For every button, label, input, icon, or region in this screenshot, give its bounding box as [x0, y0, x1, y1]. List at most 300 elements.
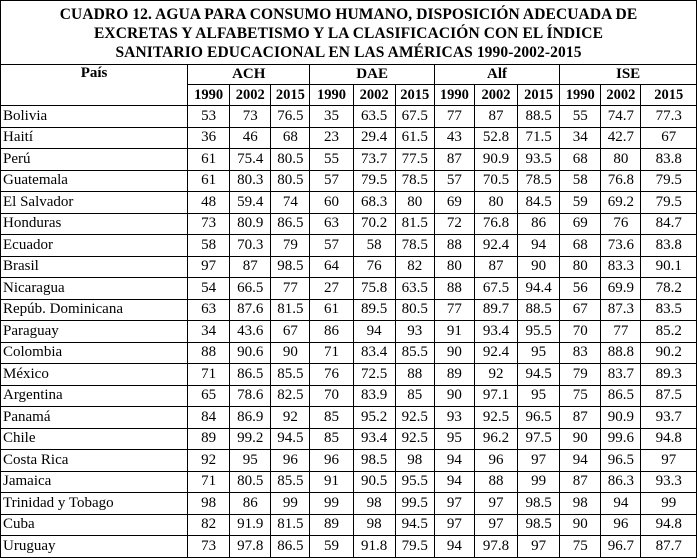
value-cell: 90.6 [230, 342, 271, 364]
value-cell: 35 [310, 106, 353, 128]
value-cell: 99.5 [395, 493, 434, 515]
value-cell: 94 [560, 450, 601, 472]
value-cell: 93.4 [474, 321, 517, 343]
country-cell: Trinidad y Tobago [1, 493, 188, 515]
country-cell: Chile [1, 428, 188, 450]
country-cell: Honduras [1, 213, 188, 235]
table-row [1, 514, 697, 536]
value-cell: 84 [188, 407, 230, 429]
value-cell: 92.5 [395, 428, 434, 450]
value-cell: 78.2 [641, 278, 697, 300]
table-row [1, 149, 697, 171]
value-cell: 80 [560, 256, 601, 278]
value-cell: 67 [271, 321, 310, 343]
country-cell: Argentina [1, 385, 188, 407]
value-cell: 67.5 [395, 106, 434, 128]
value-cell: 97.5 [518, 428, 560, 450]
value-cell: 98 [395, 450, 434, 472]
value-cell: 88.8 [601, 342, 641, 364]
value-cell: 85.2 [641, 321, 697, 343]
value-cell: 98 [560, 493, 601, 515]
value-cell: 79 [560, 364, 601, 386]
value-cell: 69.2 [601, 192, 641, 214]
value-cell: 83.7 [601, 364, 641, 386]
value-cell: 79.5 [641, 192, 697, 214]
value-cell: 87.7 [641, 536, 697, 558]
year-header: 2015 [395, 85, 434, 106]
table-row [1, 235, 697, 257]
value-cell: 79.5 [641, 170, 697, 192]
value-cell: 94 [518, 235, 560, 257]
value-cell: 95 [230, 450, 271, 472]
value-cell: 68.3 [353, 192, 395, 214]
value-cell: 70.5 [474, 170, 517, 192]
value-cell: 70 [560, 321, 601, 343]
value-cell: 80.3 [230, 170, 271, 192]
group-header-ach: ACH [188, 65, 310, 85]
value-cell: 83.5 [641, 299, 697, 321]
value-cell: 97 [434, 493, 474, 515]
country-cell: Panamá [1, 407, 188, 429]
value-cell: 98 [353, 493, 395, 515]
value-cell: 42.7 [601, 127, 641, 149]
value-cell: 82 [395, 256, 434, 278]
country-cell: Guatemala [1, 170, 188, 192]
value-cell: 75 [560, 536, 601, 558]
value-cell: 90 [434, 342, 474, 364]
value-cell: 87 [474, 106, 517, 128]
table-row [1, 321, 697, 343]
value-cell: 55 [310, 149, 353, 171]
year-header: 1990 [188, 85, 230, 106]
value-cell: 87 [434, 149, 474, 171]
value-cell: 69.9 [601, 278, 641, 300]
value-cell: 64 [310, 256, 353, 278]
value-cell: 97 [188, 256, 230, 278]
value-cell: 87.5 [641, 385, 697, 407]
value-cell: 80 [474, 192, 517, 214]
value-cell: 23 [310, 127, 353, 149]
value-cell: 94.8 [641, 514, 697, 536]
value-cell: 77 [434, 299, 474, 321]
value-cell: 97.1 [474, 385, 517, 407]
value-cell: 86.3 [601, 471, 641, 493]
table-row [1, 385, 697, 407]
value-cell: 91.8 [353, 536, 395, 558]
value-cell: 83 [560, 342, 601, 364]
value-cell: 91.9 [230, 514, 271, 536]
value-cell: 95.5 [518, 321, 560, 343]
value-cell: 96.2 [474, 428, 517, 450]
value-cell: 56 [560, 278, 601, 300]
table-row [1, 450, 697, 472]
country-cell: Perú [1, 149, 188, 171]
value-cell: 97 [518, 536, 560, 558]
value-cell: 99 [271, 493, 310, 515]
value-cell: 48 [188, 192, 230, 214]
value-cell: 94.8 [641, 428, 697, 450]
value-cell: 83.3 [601, 256, 641, 278]
value-cell: 78.5 [518, 170, 560, 192]
value-cell: 97 [474, 493, 517, 515]
value-cell: 97.8 [474, 536, 517, 558]
value-cell: 76 [601, 213, 641, 235]
value-cell: 54 [188, 278, 230, 300]
value-cell: 95 [518, 385, 560, 407]
table-row [1, 342, 697, 364]
table-row [1, 256, 697, 278]
value-cell: 74 [271, 192, 310, 214]
value-cell: 80 [601, 149, 641, 171]
value-cell: 90 [560, 428, 601, 450]
value-cell: 78.5 [395, 170, 434, 192]
value-cell: 94 [353, 321, 395, 343]
value-cell: 96.5 [518, 407, 560, 429]
value-cell: 77.5 [395, 149, 434, 171]
value-cell: 94 [434, 471, 474, 493]
group-header-alf: Alf [434, 65, 559, 85]
value-cell: 91 [310, 471, 353, 493]
value-cell: 72 [434, 213, 474, 235]
value-cell: 75 [560, 385, 601, 407]
value-cell: 83.9 [353, 385, 395, 407]
value-cell: 94.4 [518, 278, 560, 300]
value-cell: 97 [434, 514, 474, 536]
value-cell: 85.5 [271, 471, 310, 493]
table-row [1, 106, 697, 128]
value-cell: 93.3 [641, 471, 697, 493]
value-cell: 95.5 [395, 471, 434, 493]
value-cell: 88 [395, 364, 434, 386]
table-row [1, 192, 697, 214]
value-cell: 93.4 [353, 428, 395, 450]
value-cell: 96.5 [601, 450, 641, 472]
value-cell: 94.5 [395, 514, 434, 536]
value-cell: 86.5 [601, 385, 641, 407]
year-header: 2015 [271, 85, 310, 106]
value-cell: 67.5 [474, 278, 517, 300]
value-cell: 73.6 [601, 235, 641, 257]
value-cell: 94 [434, 536, 474, 558]
value-cell: 78.6 [230, 385, 271, 407]
group-header-dae: DAE [310, 65, 434, 85]
value-cell: 63 [310, 213, 353, 235]
value-cell: 96.7 [601, 536, 641, 558]
value-cell: 43.6 [230, 321, 271, 343]
value-cell: 76 [310, 364, 353, 386]
value-cell: 75.8 [353, 278, 395, 300]
value-cell: 76 [353, 256, 395, 278]
country-cell: Uruguay [1, 536, 188, 558]
value-cell: 95.2 [353, 407, 395, 429]
value-cell: 89.7 [474, 299, 517, 321]
value-cell: 73 [188, 536, 230, 558]
value-cell: 85 [310, 428, 353, 450]
value-cell: 93.7 [641, 407, 697, 429]
value-cell: 81.5 [271, 299, 310, 321]
value-cell: 90.9 [601, 407, 641, 429]
value-cell: 87 [474, 256, 517, 278]
value-cell: 61 [188, 170, 230, 192]
value-cell: 66.5 [230, 278, 271, 300]
value-cell: 83.8 [641, 235, 697, 257]
value-cell: 81.5 [271, 514, 310, 536]
value-cell: 86.9 [230, 407, 271, 429]
value-cell: 46 [230, 127, 271, 149]
table-row [1, 364, 697, 386]
value-cell: 92 [271, 407, 310, 429]
value-cell: 71.5 [518, 127, 560, 149]
value-cell: 86.5 [230, 364, 271, 386]
value-cell: 86 [518, 213, 560, 235]
value-cell: 96 [601, 514, 641, 536]
value-cell: 88 [188, 342, 230, 364]
value-cell: 43 [434, 127, 474, 149]
year-header: 2002 [230, 85, 271, 106]
value-cell: 61 [310, 299, 353, 321]
table-row [1, 278, 697, 300]
value-cell: 98.5 [518, 514, 560, 536]
value-cell: 93 [395, 321, 434, 343]
year-header: 1990 [310, 85, 353, 106]
value-cell: 89 [310, 514, 353, 536]
year-header: 2002 [353, 85, 395, 106]
value-cell: 92 [188, 450, 230, 472]
value-cell: 61 [188, 149, 230, 171]
value-cell: 55 [560, 106, 601, 128]
value-cell: 76.8 [474, 213, 517, 235]
data-table [0, 64, 697, 558]
value-cell: 80.5 [271, 149, 310, 171]
value-cell: 88 [434, 235, 474, 257]
country-cell: Haití [1, 127, 188, 149]
value-cell: 95 [518, 342, 560, 364]
value-cell: 59.4 [230, 192, 271, 214]
country-cell: Paraguay [1, 321, 188, 343]
value-cell: 90 [560, 514, 601, 536]
value-cell: 87 [560, 407, 601, 429]
value-cell: 73 [188, 213, 230, 235]
value-cell: 91 [434, 321, 474, 343]
value-cell: 98.5 [271, 256, 310, 278]
value-cell: 79 [271, 235, 310, 257]
value-cell: 80 [434, 256, 474, 278]
value-cell: 52.8 [474, 127, 517, 149]
value-cell: 36 [188, 127, 230, 149]
value-cell: 74.7 [601, 106, 641, 128]
country-cell: Ecuador [1, 235, 188, 257]
value-cell: 58 [188, 235, 230, 257]
value-cell: 82.5 [271, 385, 310, 407]
country-cell: Cuba [1, 514, 188, 536]
value-cell: 70 [310, 385, 353, 407]
table-row [1, 493, 697, 515]
value-cell: 58 [353, 235, 395, 257]
value-cell: 53 [188, 106, 230, 128]
value-cell: 34 [560, 127, 601, 149]
value-cell: 77 [434, 106, 474, 128]
value-cell: 82 [188, 514, 230, 536]
value-cell: 89 [434, 364, 474, 386]
value-cell: 90 [434, 385, 474, 407]
country-cell: Jamaica [1, 471, 188, 493]
value-cell: 85.5 [395, 342, 434, 364]
value-cell: 68 [560, 235, 601, 257]
value-cell: 29.4 [353, 127, 395, 149]
value-cell: 71 [310, 342, 353, 364]
country-cell: México [1, 364, 188, 386]
value-cell: 89.5 [353, 299, 395, 321]
table-row [1, 407, 697, 429]
value-cell: 90.9 [474, 149, 517, 171]
value-cell: 98.5 [353, 450, 395, 472]
value-cell: 96 [271, 450, 310, 472]
table-row [1, 536, 697, 558]
table-row [1, 471, 697, 493]
value-cell: 93.5 [518, 149, 560, 171]
value-cell: 86.5 [271, 536, 310, 558]
value-cell: 76.5 [271, 106, 310, 128]
value-cell: 72.5 [353, 364, 395, 386]
value-cell: 87.6 [230, 299, 271, 321]
value-cell: 84.7 [641, 213, 697, 235]
year-header: 2015 [641, 85, 697, 106]
value-cell: 76.8 [601, 170, 641, 192]
value-cell: 85.5 [271, 364, 310, 386]
table-row [1, 299, 697, 321]
table-row [1, 127, 697, 149]
value-cell: 94.5 [518, 364, 560, 386]
table-row [1, 213, 697, 235]
value-cell: 57 [310, 170, 353, 192]
group-header-ise: ISE [560, 65, 697, 85]
value-cell: 94 [601, 493, 641, 515]
value-cell: 99 [310, 493, 353, 515]
value-cell: 59 [560, 192, 601, 214]
country-cell: El Salvador [1, 192, 188, 214]
group-header-row [1, 65, 697, 85]
value-cell: 57 [434, 170, 474, 192]
table-title [0, 0, 697, 64]
value-cell: 88.5 [518, 106, 560, 128]
value-cell: 92.5 [474, 407, 517, 429]
value-cell: 88 [474, 471, 517, 493]
value-cell: 73.7 [353, 149, 395, 171]
value-cell: 87 [560, 471, 601, 493]
country-cell: Brasil [1, 256, 188, 278]
value-cell: 86 [230, 493, 271, 515]
value-cell: 97 [474, 514, 517, 536]
value-cell: 75.4 [230, 149, 271, 171]
value-cell: 79.5 [353, 170, 395, 192]
value-cell: 96 [310, 450, 353, 472]
value-cell: 92.5 [395, 407, 434, 429]
value-cell: 93 [434, 407, 474, 429]
value-cell: 67 [560, 299, 601, 321]
value-cell: 80.9 [230, 213, 271, 235]
value-cell: 63.5 [395, 278, 434, 300]
value-cell: 86 [310, 321, 353, 343]
value-cell: 96 [474, 450, 517, 472]
value-cell: 90 [518, 256, 560, 278]
value-cell: 69 [560, 213, 601, 235]
value-cell: 88.5 [518, 299, 560, 321]
value-cell: 94.5 [271, 428, 310, 450]
value-cell: 90.2 [641, 342, 697, 364]
year-header: 1990 [434, 85, 474, 106]
value-cell: 67 [641, 127, 697, 149]
value-cell: 99 [641, 493, 697, 515]
value-cell: 63.5 [353, 106, 395, 128]
value-cell: 77 [271, 278, 310, 300]
value-cell: 90 [271, 342, 310, 364]
value-cell: 87 [230, 256, 271, 278]
value-cell: 60 [310, 192, 353, 214]
year-header: 1990 [560, 85, 601, 106]
year-header: 2002 [601, 85, 641, 106]
title-line-1: CUADRO 12. AGUA PARA CONSUMO HUMANO, DISPOSICIÓN ADECUADA DE [59, 6, 638, 23]
value-cell: 92.4 [474, 235, 517, 257]
value-cell: 99.6 [601, 428, 641, 450]
value-cell: 98 [188, 493, 230, 515]
value-cell: 92 [474, 364, 517, 386]
value-cell: 88 [434, 278, 474, 300]
table-row [1, 428, 697, 450]
value-cell: 86.5 [271, 213, 310, 235]
value-cell: 92.4 [474, 342, 517, 364]
title-line-3: SANITARIO EDUCACIONAL EN LAS AMÉRICAS 1990-2002-2015 [115, 44, 582, 61]
table-row [1, 170, 697, 192]
value-cell: 80.5 [230, 471, 271, 493]
value-cell: 98.5 [518, 493, 560, 515]
value-cell: 34 [188, 321, 230, 343]
value-cell: 70.2 [353, 213, 395, 235]
value-cell: 58 [560, 170, 601, 192]
value-cell: 90.1 [641, 256, 697, 278]
country-cell: Costa Rica [1, 450, 188, 472]
value-cell: 90.5 [353, 471, 395, 493]
value-cell: 63 [188, 299, 230, 321]
value-cell: 89.3 [641, 364, 697, 386]
year-header: 2002 [474, 85, 517, 106]
value-cell: 95 [434, 428, 474, 450]
country-cell: Repúb. Dominicana [1, 299, 188, 321]
year-header: 2015 [518, 85, 560, 106]
value-cell: 84.5 [518, 192, 560, 214]
value-cell: 83.8 [641, 149, 697, 171]
value-cell: 79.5 [395, 536, 434, 558]
value-cell: 70.3 [230, 235, 271, 257]
value-cell: 68 [271, 127, 310, 149]
value-cell: 85 [310, 407, 353, 429]
value-cell: 83.4 [353, 342, 395, 364]
value-cell: 99 [518, 471, 560, 493]
value-cell: 61.5 [395, 127, 434, 149]
value-cell: 78.5 [395, 235, 434, 257]
value-cell: 98 [353, 514, 395, 536]
value-cell: 77 [601, 321, 641, 343]
value-cell: 89 [188, 428, 230, 450]
value-cell: 57 [310, 235, 353, 257]
value-cell: 71 [188, 471, 230, 493]
value-cell: 94 [434, 450, 474, 472]
value-cell: 80 [395, 192, 434, 214]
value-cell: 73 [230, 106, 271, 128]
value-cell: 97 [641, 450, 697, 472]
value-cell: 87.3 [601, 299, 641, 321]
country-cell: Colombia [1, 342, 188, 364]
value-cell: 85 [395, 385, 434, 407]
